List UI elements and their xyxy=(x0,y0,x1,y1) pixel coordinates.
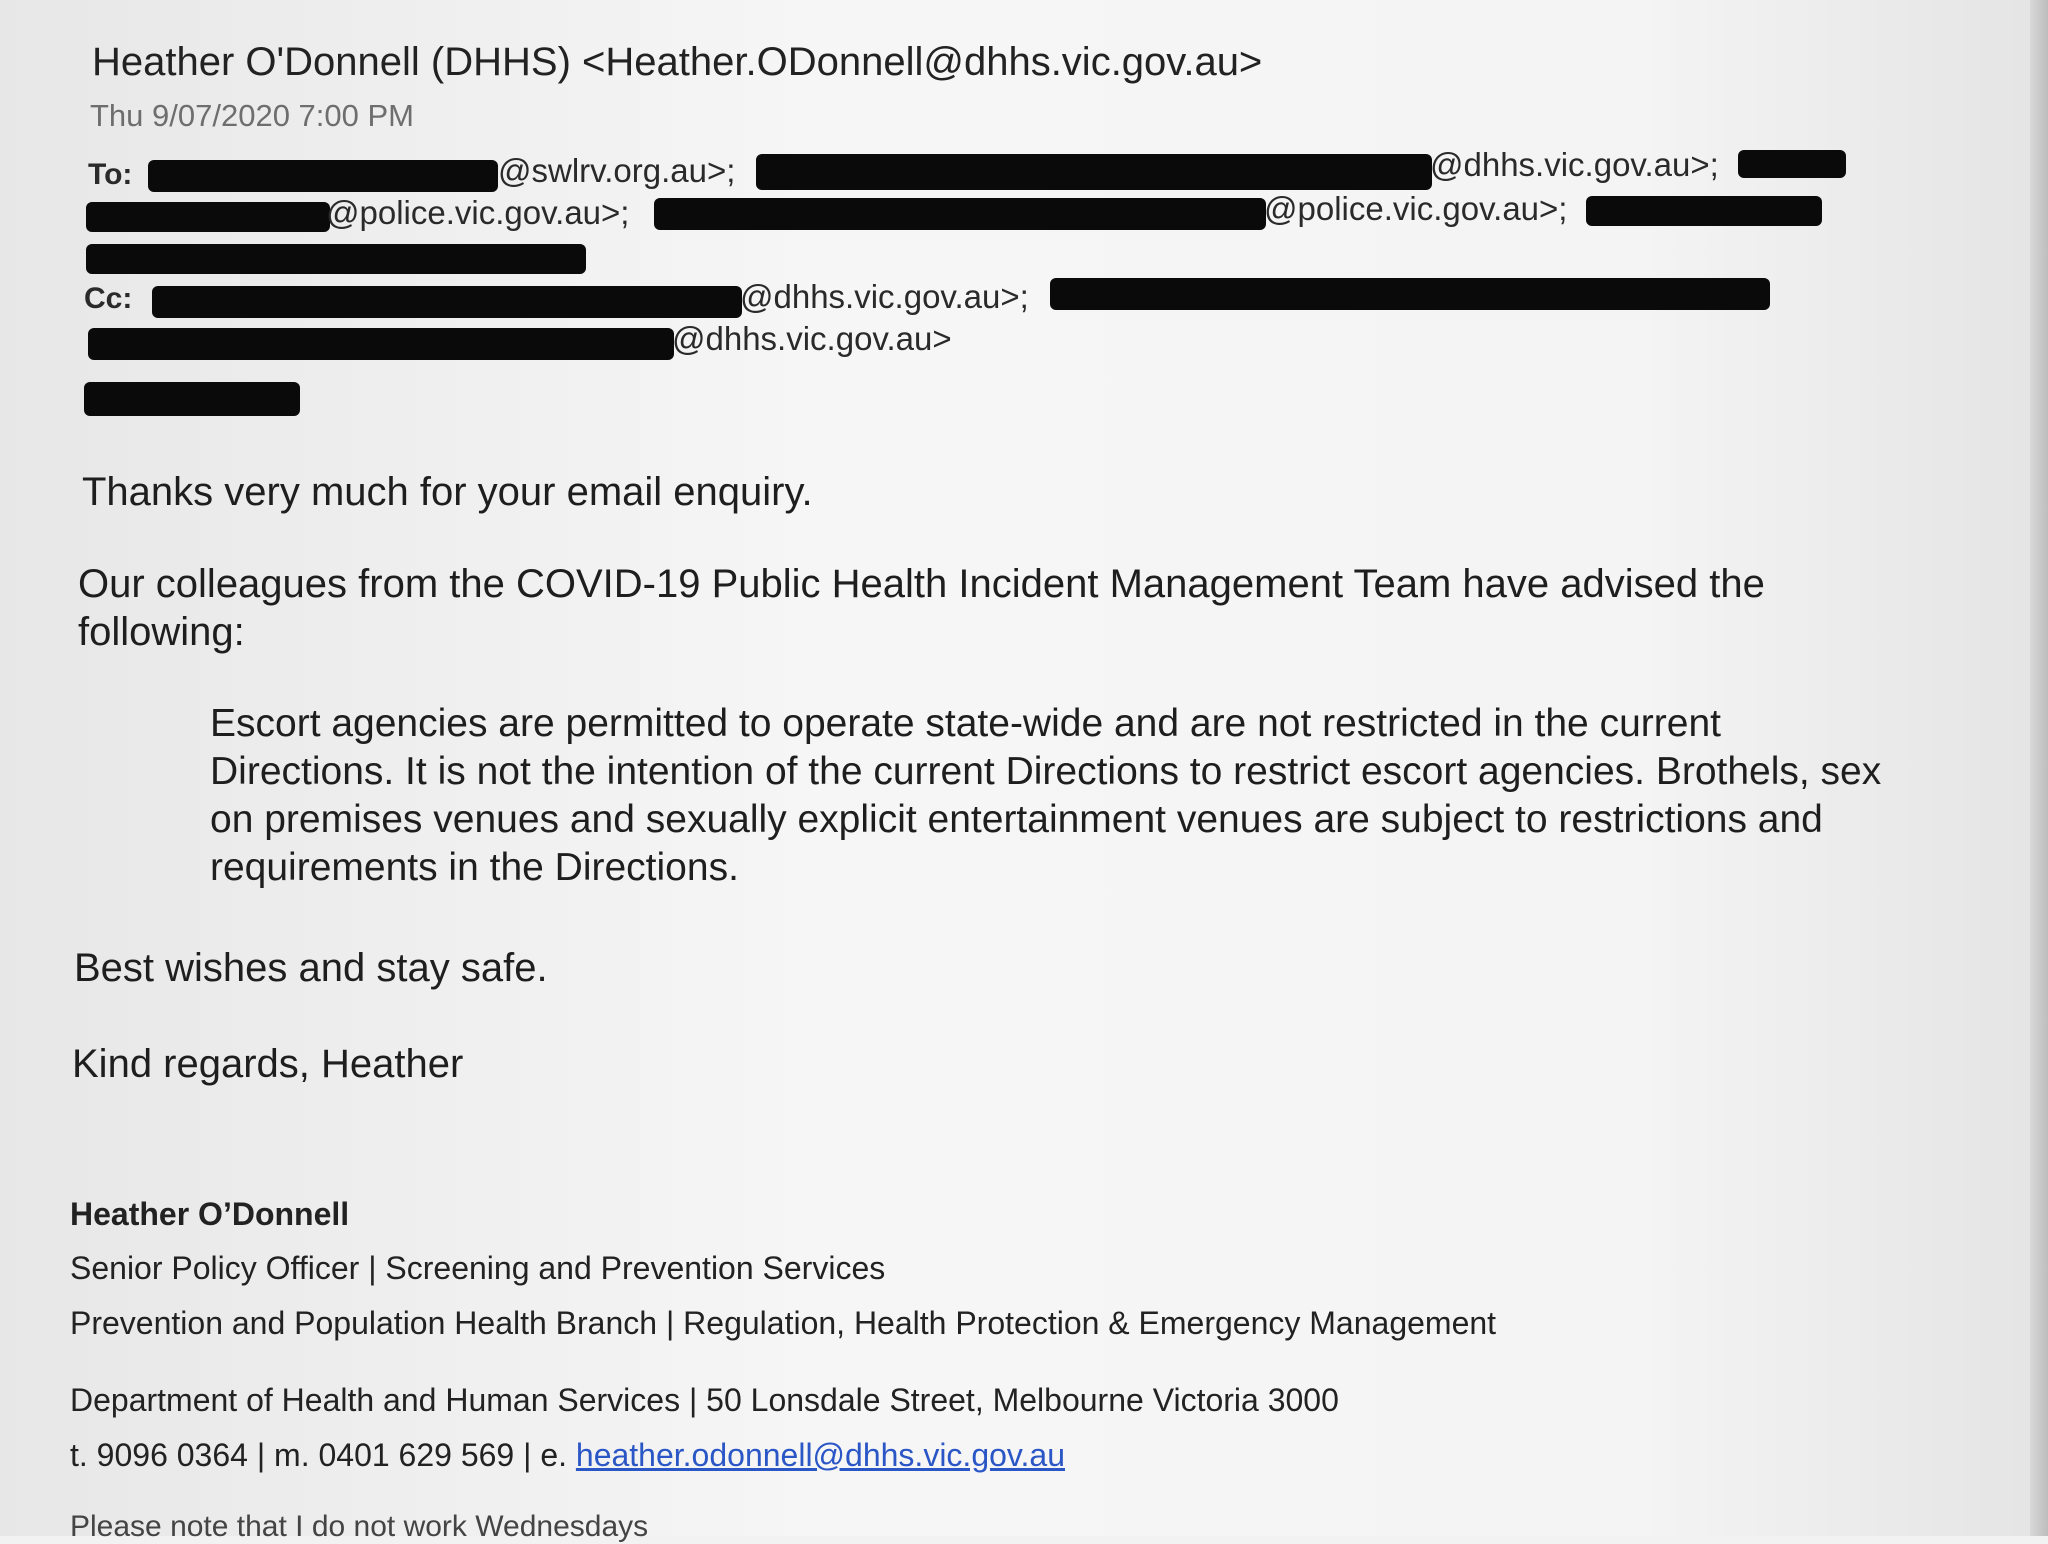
cc-address-1: @dhhs.vic.gov.au>; xyxy=(740,278,1029,315)
regards-line: Kind regards, Heather xyxy=(72,1042,464,1086)
availability-note: Please note that I do not work Wednesdays xyxy=(70,1510,649,1543)
redaction-block xyxy=(86,244,586,274)
redaction-block xyxy=(152,286,742,318)
email-sender: Heather O'Donnell (DHHS) <Heather.ODonnell@dhhs.vic.gov.au> xyxy=(92,40,1263,84)
email-date: Thu 9/07/2020 7:00 PM xyxy=(90,98,415,133)
signature-title: Senior Policy Officer | Screening and Prevention Services xyxy=(70,1250,886,1286)
signature-phone-numbers: t. 9096 0364 | m. 0401 629 569 | e. xyxy=(70,1437,576,1473)
signature-department: Department of Health and Human Services | 50 Lonsdale Street, Melbourne Victoria 3000 xyxy=(70,1382,1339,1418)
to-address-2: @dhhs.vic.gov.au>; xyxy=(1430,146,1719,183)
signature-name: Heather O’Donnell xyxy=(70,1196,350,1232)
redaction-block xyxy=(756,154,1432,190)
cc-label: Cc: xyxy=(84,282,133,315)
to-address-3: @police.vic.gov.au>; xyxy=(326,194,630,231)
quoted-advice: Escort agencies are permitted to operate state-wide and are not restricted in the current Directions. It is not the intention of the current Directions to restrict escort agencies. Brothels, sex on premises venues and sexually explicit entertainment venues are subject to restrictions and requirements in the Directions. xyxy=(210,702,1882,889)
redaction-block xyxy=(654,198,1266,230)
redaction-block xyxy=(86,202,330,232)
to-address-1: @swlrv.org.au>; xyxy=(498,152,736,189)
redaction-block xyxy=(1738,150,1846,178)
cc-address-2: @dhhs.vic.gov.au> xyxy=(672,320,952,357)
intro-paragraph: Our colleagues from the COVID-19 Public Health Incident Management Team have advised the following: xyxy=(78,562,1765,654)
closing-line: Best wishes and stay safe. xyxy=(74,946,548,990)
signature-email-link[interactable]: heather.odonnell@dhhs.vic.gov.au xyxy=(575,1437,1066,1473)
redaction-block xyxy=(84,382,300,416)
redaction-block xyxy=(1586,196,1822,226)
to-address-4: @police.vic.gov.au>; xyxy=(1264,190,1568,227)
signature-contact xyxy=(70,1437,1065,1474)
page-edge xyxy=(2030,0,2048,1536)
redaction-block xyxy=(1050,278,1770,310)
greeting-line: Thanks very much for your email enquiry. xyxy=(82,470,813,514)
redaction-block xyxy=(148,160,498,192)
redaction-block xyxy=(88,328,674,360)
signature-branch: Prevention and Population Health Branch | Regulation, Health Protection & Emergency Management xyxy=(70,1305,1497,1341)
to-label: To: xyxy=(88,158,133,191)
